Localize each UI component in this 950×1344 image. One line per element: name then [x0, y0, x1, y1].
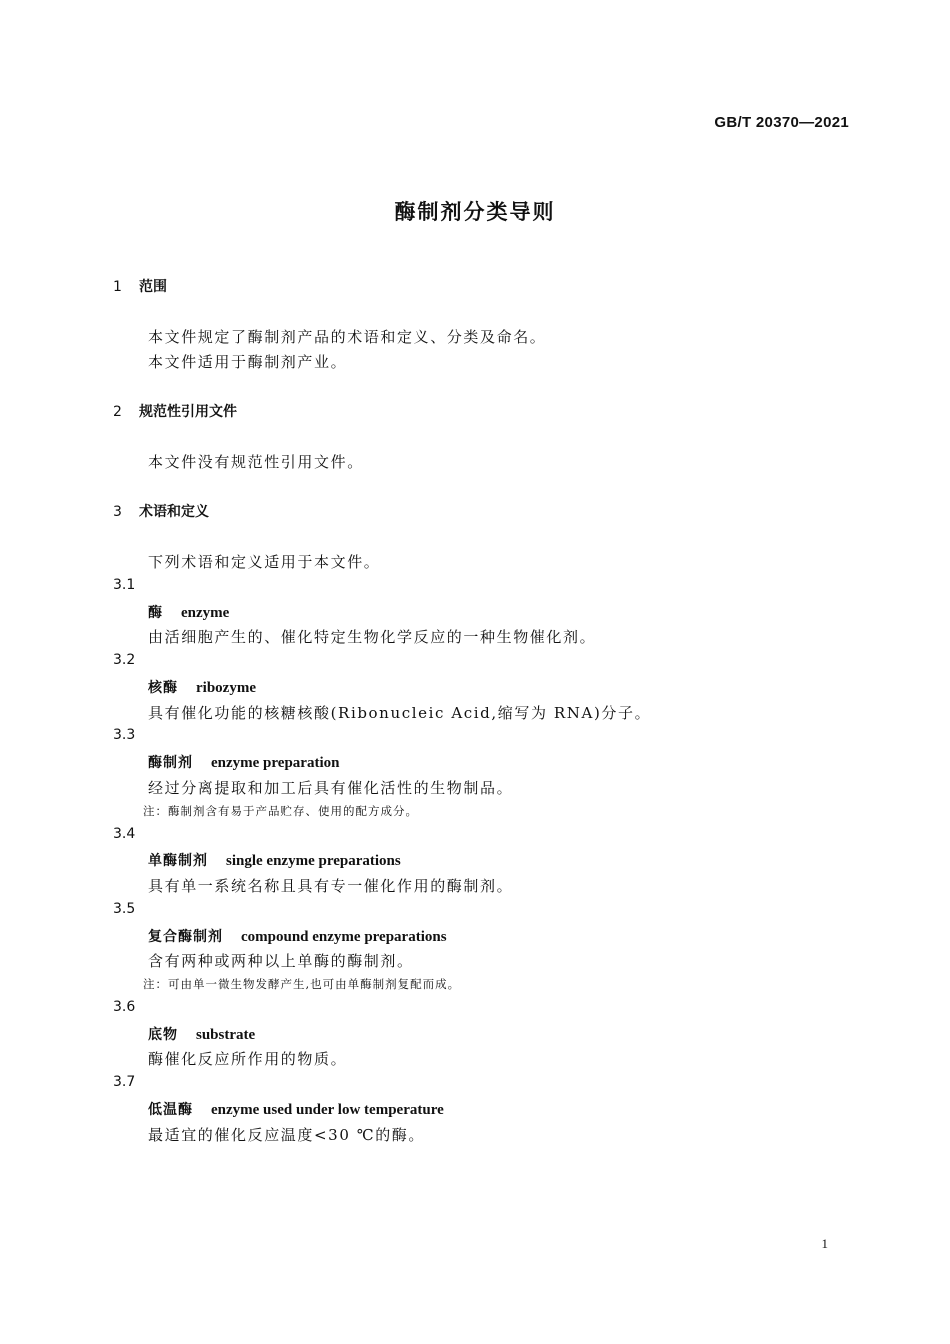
term-definition: 含有两种或两种以上单酶的酶制剂。: [148, 952, 414, 970]
section-title: 术语和定义: [139, 504, 209, 520]
paragraph: 本文件规定了酶制剂产品的术语和定义、分类及命名。: [148, 328, 547, 346]
clause-number: 3.4: [113, 826, 136, 842]
term-en: enzyme: [181, 605, 230, 621]
term-zh: 核酶: [148, 680, 178, 696]
paragraph: 下列术语和定义适用于本文件。: [148, 553, 381, 571]
clause-number: 3.1: [113, 577, 136, 593]
term-zh: 底物: [148, 1027, 178, 1043]
section-number: 1: [113, 279, 122, 295]
term-note: 注：酶制剂含有易于产品贮存、使用的配方成分。: [143, 804, 418, 818]
term-zh: 酶制剂: [148, 755, 193, 771]
section-number: 3: [113, 504, 122, 520]
term-definition: 最适宜的催化反应温度<30 ℃的酶。: [148, 1126, 426, 1144]
term-entry: [148, 602, 229, 622]
document-title: 酶制剂分类导则: [394, 200, 556, 224]
clause-number: 3.5: [113, 901, 136, 917]
term-definition: 酶催化反应所作用的物质。: [148, 1050, 348, 1068]
section-heading-scope: [113, 276, 167, 296]
term-zh: 酶: [148, 605, 163, 621]
term-entry: [148, 752, 339, 772]
clause-number: 3.6: [113, 999, 136, 1015]
term-entry: [148, 1099, 444, 1119]
term-entry: [148, 677, 256, 697]
page-number: 1: [821, 1236, 828, 1251]
clause-number: 3.7: [113, 1074, 136, 1090]
section-title: 范围: [139, 279, 167, 295]
term-en: enzyme preparation: [211, 755, 340, 771]
clause-number: 3.2: [113, 652, 136, 668]
term-definition: 由活细胞产生的、催化特定生物化学反应的一种生物催化剂。: [148, 628, 597, 646]
section-title: 规范性引用文件: [139, 404, 237, 420]
term-definition: 具有催化功能的核糖核酸(Ribonucleic Acid,缩写为 RNA)分子。: [148, 704, 652, 722]
paragraph: 本文件没有规范性引用文件。: [148, 453, 364, 471]
term-en: single enzyme preparations: [226, 853, 401, 869]
term-zh: 低温酶: [148, 1102, 193, 1118]
section-number: 2: [113, 404, 122, 420]
term-en: compound enzyme preparations: [241, 929, 447, 945]
term-entry: [148, 850, 401, 870]
section-heading-normative-references: [113, 401, 237, 421]
standard-code: GB/T 20370—2021: [714, 114, 849, 131]
term-entry: [148, 1024, 255, 1044]
term-zh: 单酶制剂: [148, 853, 208, 869]
term-note: 注：可由单一微生物发酵产生,也可由单酶制剂复配而成。: [143, 977, 461, 991]
term-en: ribozyme: [196, 680, 256, 696]
term-entry: [148, 926, 447, 946]
paragraph: 本文件适用于酶制剂产业。: [148, 353, 348, 371]
term-definition: 具有单一系统名称且具有专一催化作用的酶制剂。: [148, 877, 514, 895]
term-en: substrate: [196, 1027, 256, 1043]
term-en: enzyme used under low temperature: [211, 1102, 444, 1118]
term-zh: 复合酶制剂: [148, 929, 223, 945]
clause-number: 3.3: [113, 727, 136, 743]
section-heading-terms: [113, 501, 209, 521]
term-definition: 经过分离提取和加工后具有催化活性的生物制品。: [148, 779, 514, 797]
